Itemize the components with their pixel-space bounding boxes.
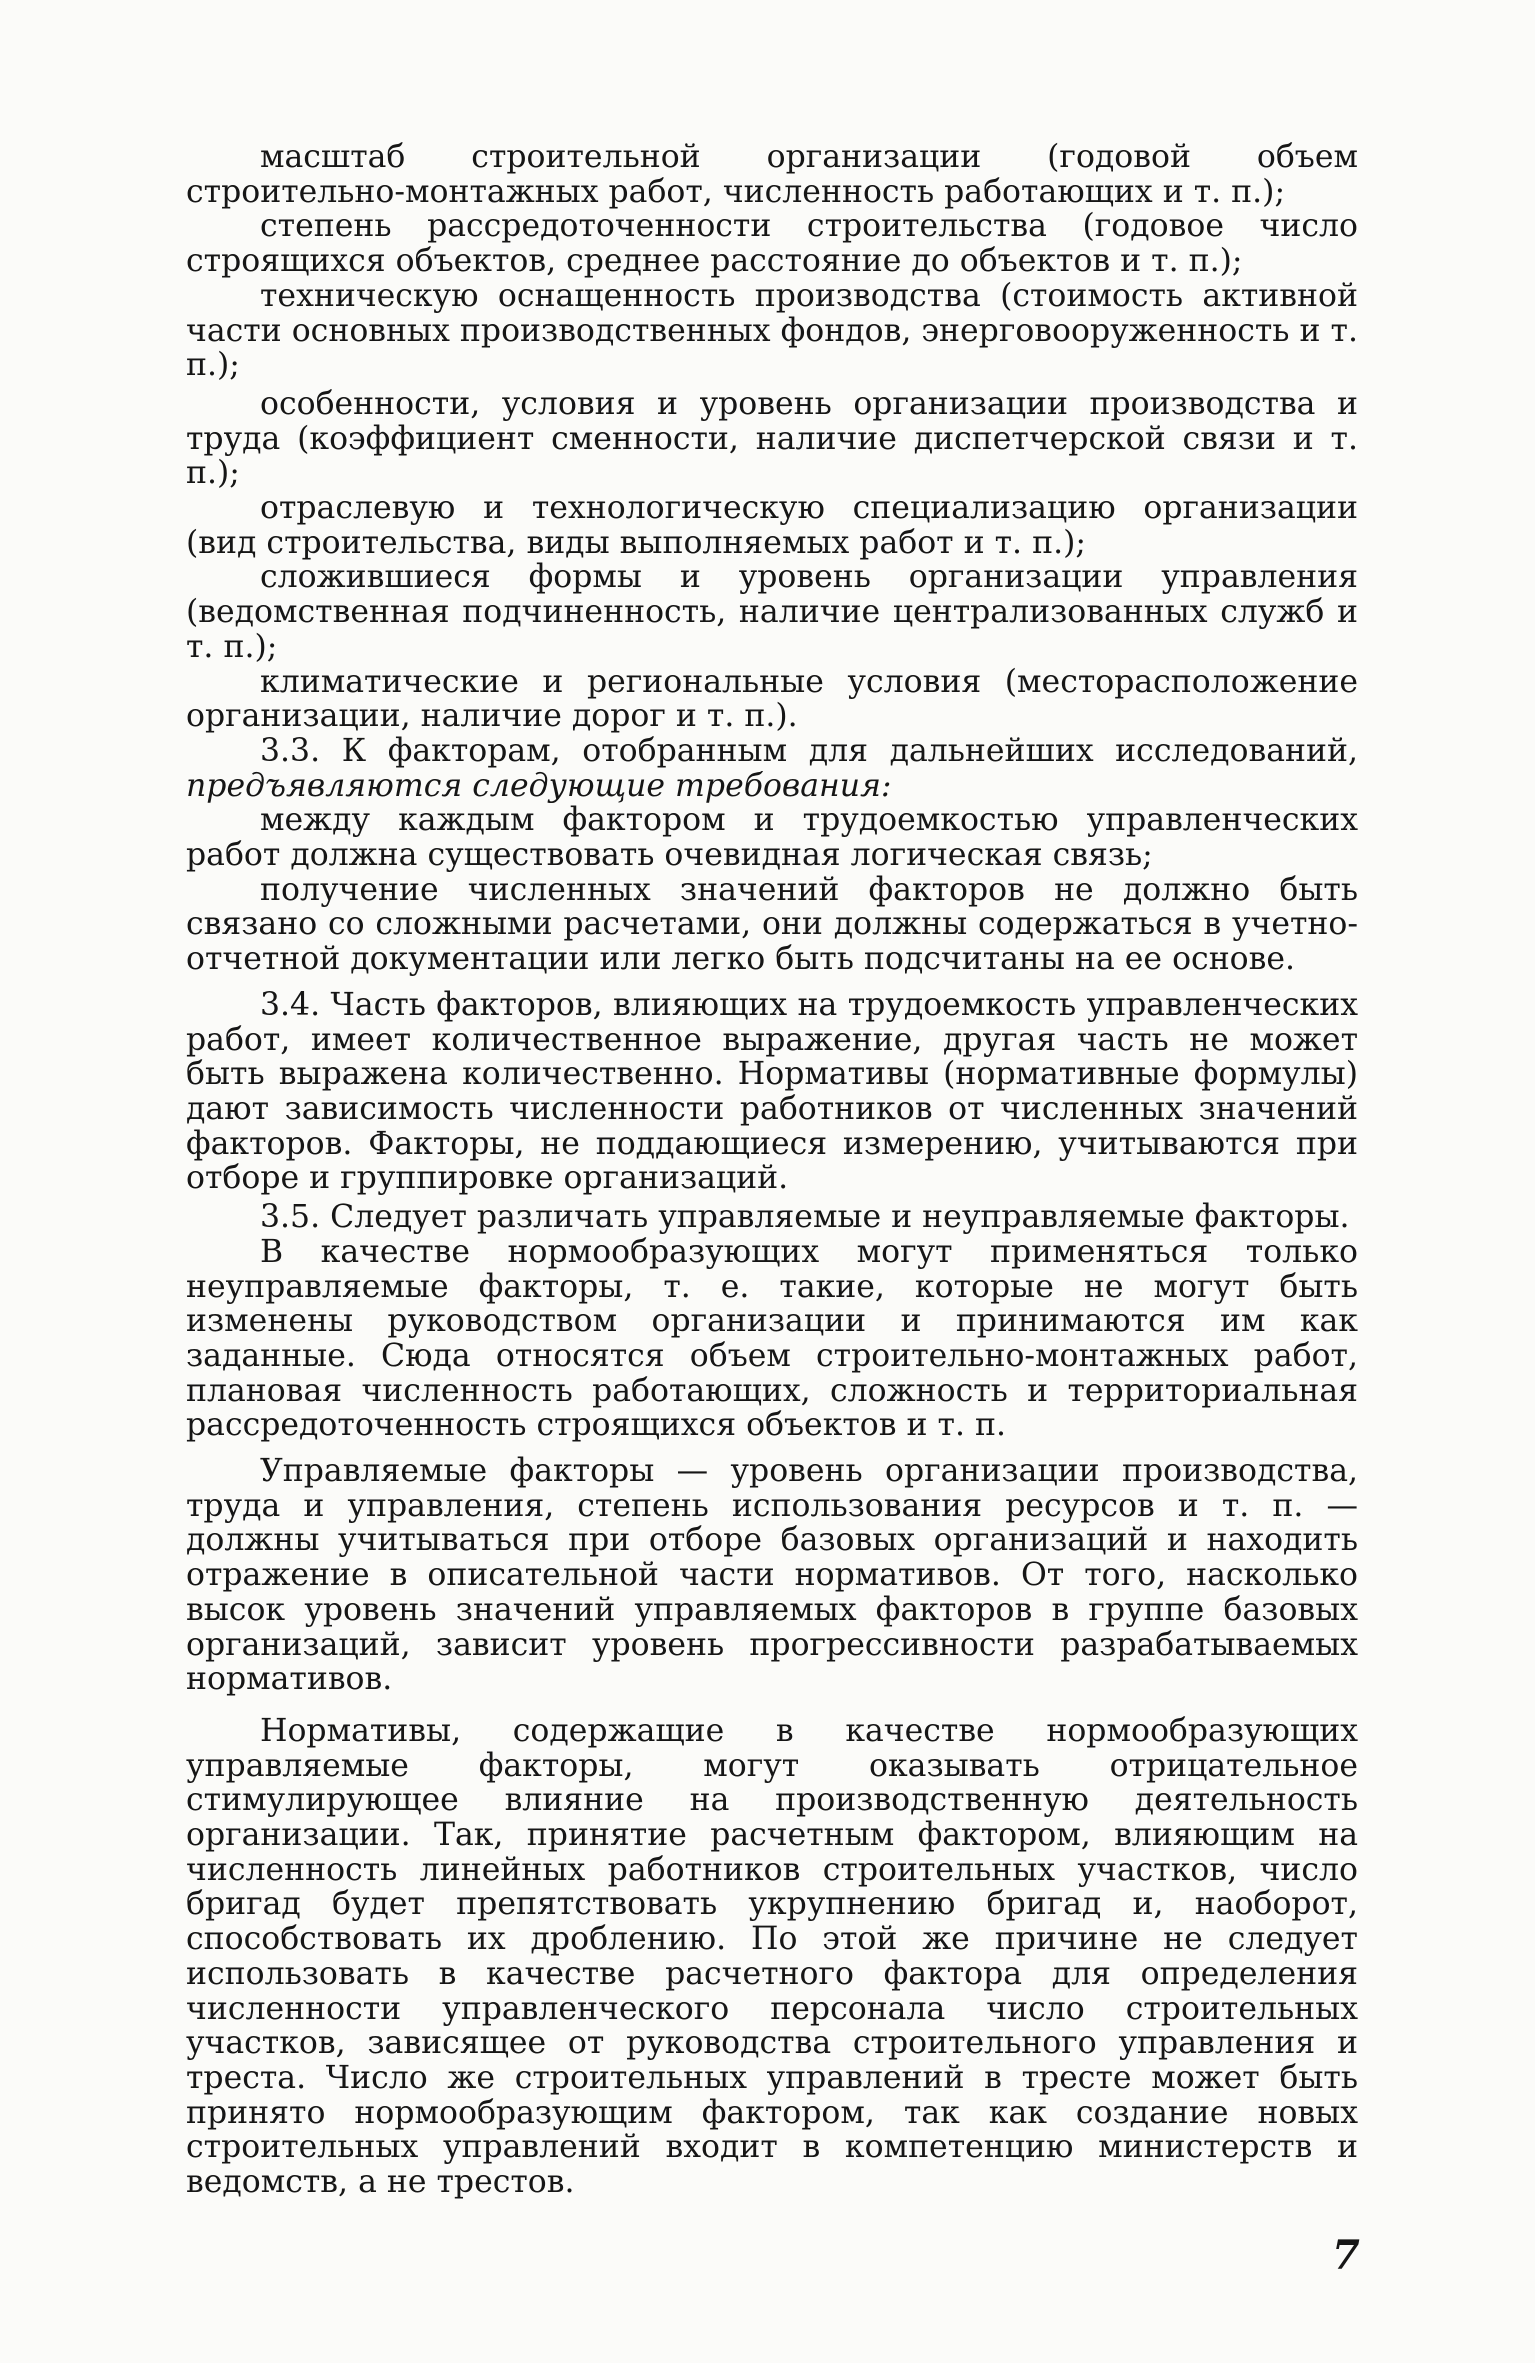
section-3-3-italic: предъявляются следующие требования: <box>186 767 892 804</box>
section-3-3-text: К факторам, отобранным для дальнейших исследований, <box>320 732 1358 769</box>
page-number: 7 <box>1332 2232 1360 2279</box>
list-item-scale: масштаб строительной организации (годовой объем строительно-монтажных работ, численность работающих и т. п.); <box>186 139 1358 210</box>
section-3-3-number: 3.3. <box>260 732 321 769</box>
requirement-logical-link: между каждым фактором и трудоемкостью управленческих работ должна существовать очевидная логическая связь; <box>186 802 1358 874</box>
section-3-4: 3.4. Часть факторов, влияющих на трудоемкость управленческих работ, имеет количественное выражение, другая часть не может быть выражена количественно. Нормативы (нормативные формулы) дают зависимость численности работников от численных значений факторов. Факторы, не поддающиеся измерению, учитываются при отборе и группировке организаций. <box>186 986 1358 1197</box>
list-item-specialization: отраслевую и технологическую специализацию организации (вид строительства, виды выполняемых работ и т. п.); <box>186 490 1358 561</box>
body-text <box>186 140 1358 2200</box>
requirement-numeric-values: получение численных значений факторов не должно быть связано со сложными расчетами, они должны содержаться в учетно-отчетной документации или легко быть подсчитаны на ее основе. <box>186 871 1358 978</box>
paragraph-norms-effect: Нормативы, содержащие в качестве нормообразующих управляемые факторы, могут оказывать отрицательное стимулирующее влияние на производственную деятельность организации. Так, принятие расчетным фактором, влияющим на численность линейных работников строительных участков, число бригад будет препятствовать укрупнению бригад и, наоборот, способствовать их дроблению. По этой же причине не следует использовать в качестве расчетного фактора для определения численности управленческого персонала число строительных участков, зависящее от руководства строительного управления и треста. Число же строительных управлений в тресте может быть принято нормообразующим фактором, так как создание новых строительных управлений входит в компетенцию министерств и ведомств, а не трестов. <box>186 1712 1358 2201</box>
list-item-labor-organization: особенности, условия и уровень организации производства и труда (коэффициент сменности, наличие диспетчерской связи и т. п.); <box>186 385 1358 492</box>
paragraph-unmanaged-factors: В качестве нормообразующих могут применяться только неуправляемые факторы, т. е. такие, которые не могут быть изменены руководством организации и принимаются им как заданные. Сюда относятся объем строительно-монтажных работ, плановая численность работающих, сложность и территориальная рассредоточенность строящихся объектов и т. п. <box>186 1233 1358 1444</box>
list-item-dispersion: степень рассредоточенности строительства (годовое число строящихся объектов, среднее расстояние до объектов и т. п.); <box>186 208 1358 280</box>
paragraph-managed-factors: Управляемые факторы — уровень организации производства, труда и управления, степень использования ресурсов и т. п. — должны учитываться при отборе базовых организаций и находить отражение в описательной части нормативов. От того, насколько высок уровень значений управляемых факторов в группе базовых организаций, зависит уровень прогрессивности разрабатываемых нормативов. <box>186 1453 1358 1698</box>
list-item-management-forms: сложившиеся формы и уровень организации управления (ведомственная подчиненность, наличие централизованных служб и т. п.); <box>186 559 1358 665</box>
list-item-equipment: техническую оснащенность производства (стоимость активной части основных производственных фондов, энерговооруженность и т. п.); <box>186 277 1358 384</box>
section-3-5: 3.5. Следует различать управляемые и неуправляемые факторы. <box>260 1199 1350 1236</box>
section-3-3 <box>186 734 1358 803</box>
list-item-climate: климатические и региональные условия (месторасположение организации, наличие дорог и т. п.). <box>186 663 1358 735</box>
